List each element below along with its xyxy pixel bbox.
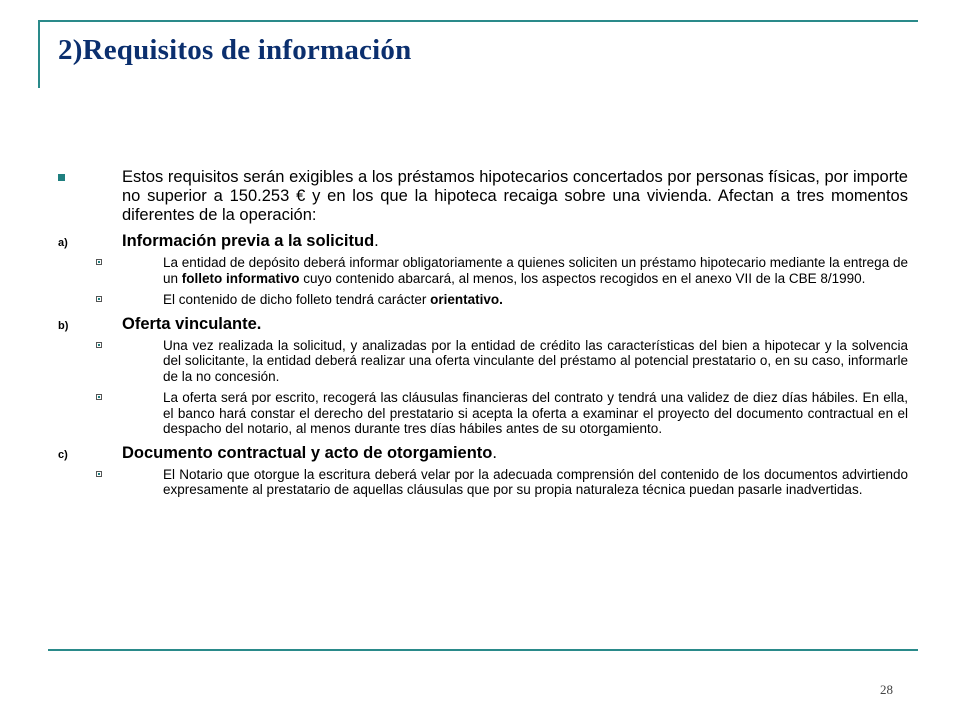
checkbox-bullet-icon [96,471,102,477]
section-heading-end: . [492,443,497,462]
list-item [58,338,908,385]
item-bold-text: orientativo. [430,292,503,307]
item-text: La oferta será por escrito, recogerá las cláusulas financieras del contrato y tendrá una validez de diez días hábiles. En ella, el banco hará constar el derecho del prestatario si acepta la oferta a examinar el proyecto del documento contractual en el despacho del notario, al menos durante tres días hábiles antes de su otorgamiento. [163,390,908,436]
item-text: El Notario que otorgue la escritura deberá velar por la adecuada comprensión del contenido de los documentos advirtiendo expresamente al prestatario de aquellas cláusulas que por su propia naturaleza técnica puedan pasarle inadvertidas. [163,466,908,497]
checkbox-bullet-icon [96,259,102,265]
section-heading [122,443,908,463]
bottom-rule [48,649,918,651]
item-text: El contenido de dicho folleto tendrá carácter [163,292,431,307]
section-b [58,314,908,334]
checkbox-bullet-icon [96,296,102,302]
intro-paragraph [58,168,908,225]
section-heading-text: Documento contractual y acto de otorgamiento [122,443,493,462]
section-heading-text: Información previa a la solicitud [122,232,375,250]
section-a [58,231,908,251]
slide-content [58,168,908,504]
intro-text: Estos requisitos serán exigibles a los préstamos hipotecarios concertados por personas físicas, por importe no superior a 150.253 € y en los que la hipoteca recaiga sobre una vivienda. Afectan a tres momentos diferentes de la operación: [122,168,908,224]
section-heading-end: . [374,232,379,250]
section-letter: a) [58,237,68,249]
square-bullet-icon [58,174,65,181]
section-c [58,443,908,463]
slide-title: 2)Requisitos de información [58,34,412,66]
section-letter: c) [58,448,68,461]
section-letter: b) [58,319,69,332]
item-text: cuyo contenido abarcará, al menos, los aspectos recogidos en el anexo VII de la CBE 8/1990. [299,270,866,286]
list-item [58,467,908,498]
top-rule [38,20,918,22]
list-item [58,390,908,437]
checkbox-bullet-icon [96,394,102,400]
item-text: Una vez realizada la solicitud, y analizadas por la entidad de crédito las características del bien a hipotecar y la solvencia del solicitante, la entidad deberá realizar una oferta vinculante del préstamo al potencial prestatario o, en su caso, informarle de la no concesión. [163,337,908,384]
section-heading: Oferta vinculante. [122,314,262,333]
checkbox-bullet-icon [96,342,102,348]
item-text: La entidad de depósito deberá informar obligatoriamente a quienes soliciten un préstamo hipotecario mediante la entrega de un [163,255,908,286]
page-number: 28 [880,682,893,697]
section-heading [122,231,908,251]
list-item [58,292,908,308]
left-rule [38,20,40,88]
item-bold-text: folleto informativo [181,270,300,286]
list-item [58,255,908,286]
